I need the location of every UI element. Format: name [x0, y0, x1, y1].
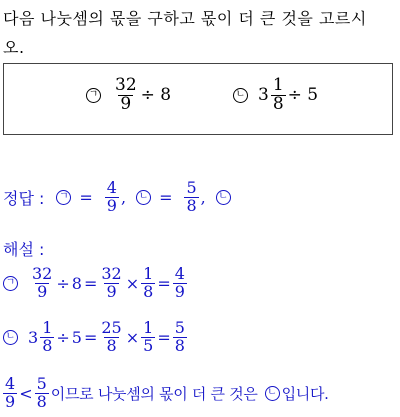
conclusion-line: [3, 376, 331, 411]
denominator: 5: [143, 335, 154, 355]
denominator: 9: [174, 281, 185, 301]
equals-sign: =: [83, 273, 98, 293]
fraction: [40, 320, 54, 355]
comma: ,: [200, 187, 206, 207]
value: 8: [71, 273, 82, 293]
question-line-1: 다음 나눗셈의 몫을 구하고 몫이 더 큰 것을 고르시: [3, 9, 367, 28]
fraction: [30, 266, 54, 301]
numerator: 25: [101, 318, 122, 337]
fraction: [271, 77, 286, 114]
divide-expression: ÷ 8: [140, 85, 172, 106]
circled-nieun-icon: ㄴ: [233, 88, 248, 103]
numerator: 5: [186, 178, 197, 197]
equals-sign: =: [83, 327, 98, 347]
whole-number: 3: [28, 327, 39, 347]
numerator: 5: [36, 374, 47, 393]
denominator: 9: [106, 195, 117, 215]
answer-label: 정답 :: [3, 188, 45, 208]
problem-a: [86, 77, 173, 114]
numerator: 4: [106, 178, 117, 197]
fraction: [105, 180, 119, 215]
denominator: 8: [36, 391, 47, 411]
fraction: [184, 180, 198, 215]
denominator: 8: [174, 335, 185, 355]
equals-sign: =: [79, 187, 93, 207]
denominator: 8: [272, 93, 284, 114]
numerator: 32: [115, 75, 137, 95]
explanation-line-b: [3, 320, 189, 355]
numerator: 1: [143, 318, 154, 337]
circled-giyeok-icon: ㄱ: [3, 276, 18, 291]
denominator: 8: [143, 281, 154, 301]
value: 5: [71, 327, 82, 347]
numerator: 1: [42, 318, 53, 337]
whole-number: 3: [258, 85, 269, 106]
problem-box: [3, 63, 393, 135]
problem-b: [233, 77, 320, 114]
numerator: 1: [272, 75, 284, 95]
denominator: 9: [120, 93, 132, 114]
denominator: 9: [37, 281, 48, 301]
times-sign: ×: [125, 327, 140, 347]
divide-sign: ÷: [56, 327, 70, 347]
equals-sign: =: [159, 187, 173, 207]
denominator: 8: [106, 335, 117, 355]
numerator: 4: [5, 374, 16, 393]
equals-sign: =: [157, 327, 171, 347]
fraction: [3, 376, 17, 411]
equals-sign: =: [157, 273, 171, 293]
denominator: 9: [5, 391, 16, 411]
explanation-line-a: [3, 266, 189, 301]
numerator: 5: [174, 318, 185, 337]
explanation-label: 해설 :: [3, 240, 45, 259]
less-than-sign: <: [19, 383, 33, 403]
times-sign: ×: [125, 273, 140, 293]
numerator: 32: [101, 264, 122, 283]
fraction: [35, 376, 49, 411]
numerator: 4: [174, 264, 185, 283]
circled-nieun-icon: ㄴ: [216, 190, 231, 205]
fraction: [99, 266, 123, 301]
fraction: [141, 320, 155, 355]
conclusion-text: 이므로 나눗셈의 몫이 더 큰 것은: [50, 384, 258, 403]
fraction: [173, 266, 187, 301]
denominator: 9: [106, 281, 117, 301]
conclusion-text-end: 입니다.: [281, 384, 329, 403]
numerator: 1: [143, 264, 154, 283]
circled-nieun-icon: ㄴ: [136, 190, 151, 205]
question-line-2: 오.: [3, 38, 25, 57]
denominator: 8: [42, 335, 53, 355]
numerator: 32: [32, 264, 53, 283]
circled-nieun-icon: ㄴ: [3, 330, 18, 345]
circled-giyeok-icon: ㄱ: [86, 88, 101, 103]
fraction: [141, 266, 155, 301]
circled-nieun-icon: ㄴ: [265, 386, 280, 401]
answer-line: [3, 180, 233, 215]
comma: ,: [120, 187, 127, 207]
fraction: [113, 77, 139, 114]
divide-sign: ÷: [56, 273, 70, 293]
divide-expression: ÷ 5: [287, 85, 319, 106]
fraction: [99, 320, 123, 355]
circled-giyeok-icon: ㄱ: [56, 190, 71, 205]
denominator: 8: [186, 195, 197, 215]
fraction: [173, 320, 187, 355]
